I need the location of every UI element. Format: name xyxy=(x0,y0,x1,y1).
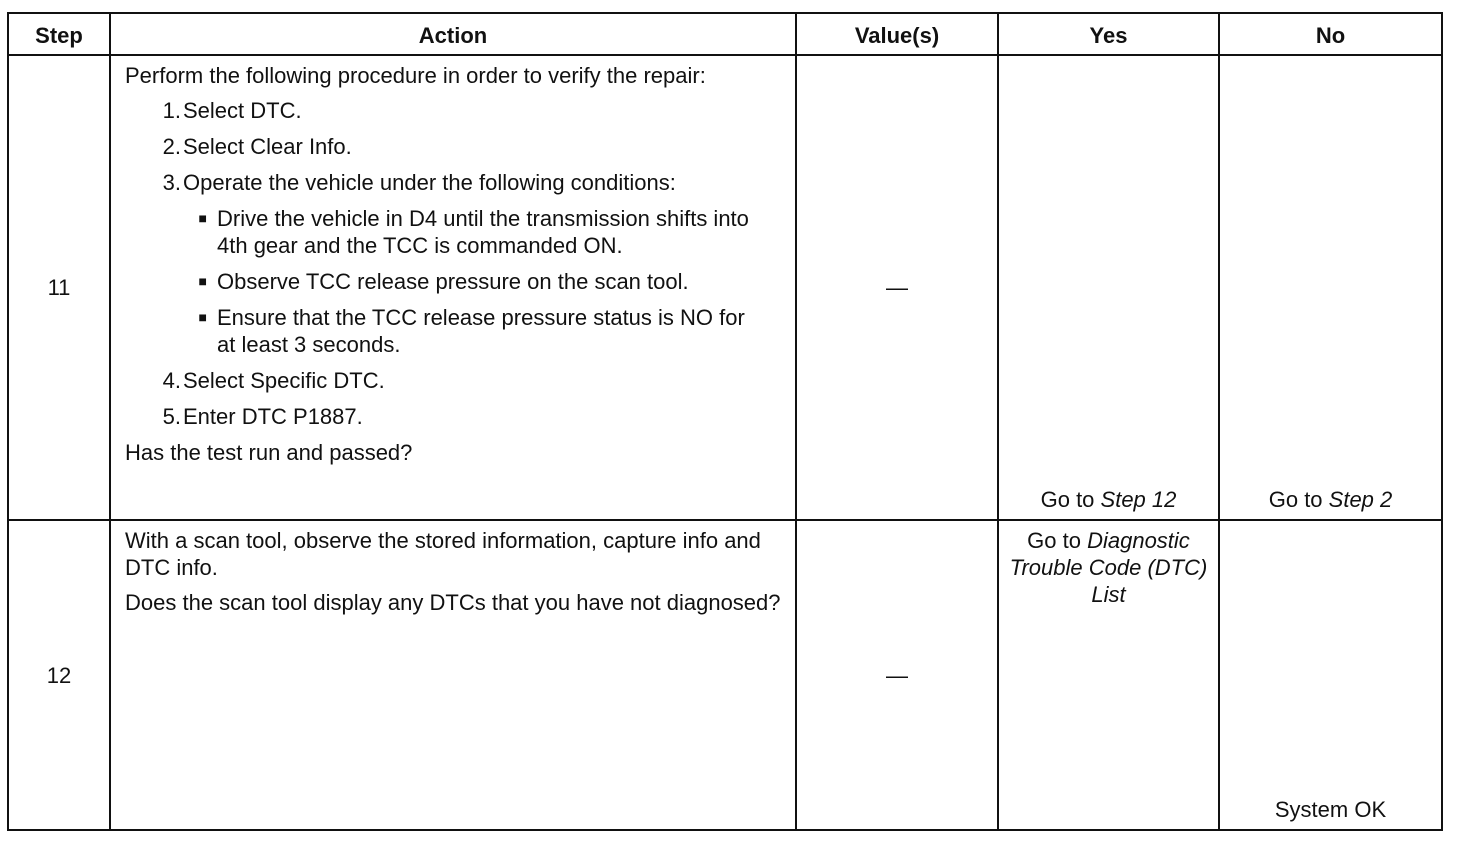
yes-cell xyxy=(998,520,1219,830)
yes-prefix: Go to xyxy=(1027,528,1088,553)
action-question: Does the scan tool display any DTCs that you have not diagnosed? xyxy=(125,590,781,615)
bullet-text: Ensure that the TCC release pressure status is NO for at least 3 seconds. xyxy=(217,305,745,357)
list-text: Select DTC. xyxy=(183,98,302,123)
bullet-text: Observe TCC release pressure on the scan tool. xyxy=(217,269,689,294)
yes-prefix: Go to xyxy=(1040,487,1101,512)
action-cell xyxy=(110,55,796,520)
bullet-item xyxy=(125,205,781,259)
header-step: Step xyxy=(8,13,110,55)
list-item xyxy=(125,97,781,124)
value-dash: — xyxy=(886,275,908,300)
action-intro: Perform the following procedure in order to verify the repair: xyxy=(125,63,706,88)
step-number: 11 xyxy=(8,55,110,520)
list-text: Select Clear Info. xyxy=(183,134,352,159)
list-number: 2. xyxy=(162,134,181,159)
step-number: 12 xyxy=(8,520,110,830)
list-item xyxy=(125,169,781,196)
table-row xyxy=(8,520,1442,830)
list-item xyxy=(125,403,781,430)
bullet-text: Drive the vehicle in D4 until the transmission shifts into 4th gear and the TCC is commanded ON. xyxy=(217,206,749,258)
bullet-item xyxy=(125,304,781,358)
header-values: Value(s) xyxy=(796,13,998,55)
list-text: Select Specific DTC. xyxy=(183,368,385,393)
list-number: 4. xyxy=(162,368,181,393)
no-link[interactable]: Step 2 xyxy=(1328,487,1393,512)
diagnostic-table xyxy=(7,12,1443,831)
bullet-icon: ■ xyxy=(198,309,207,325)
header-action: Action xyxy=(110,13,796,55)
action-cell xyxy=(110,520,796,830)
list-text: Enter DTC P1887. xyxy=(183,404,363,429)
yes-link[interactable]: Step 12 xyxy=(1100,487,1177,512)
no-result: System OK xyxy=(1274,797,1387,822)
list-number: 5. xyxy=(162,404,181,429)
action-intro: With a scan tool, observe the stored information, capture info and DTC info. xyxy=(125,528,761,580)
header-yes: Yes xyxy=(998,13,1219,55)
yes-link[interactable]: Diagnostic Trouble Code (DTC) List xyxy=(1009,528,1208,607)
header-row xyxy=(8,13,1442,55)
no-cell xyxy=(1219,55,1442,520)
bullet-icon: ■ xyxy=(198,273,207,289)
header-no: No xyxy=(1219,13,1442,55)
bullet-icon: ■ xyxy=(198,210,207,226)
list-text: Operate the vehicle under the following conditions: xyxy=(183,170,676,195)
no-cell xyxy=(1219,520,1442,830)
bullet-item xyxy=(125,268,781,295)
value-cell xyxy=(796,55,998,520)
list-item xyxy=(125,367,781,394)
action-question: Has the test run and passed? xyxy=(125,440,413,465)
list-number: 1. xyxy=(162,98,181,123)
bullet-list xyxy=(125,205,781,358)
value-dash: — xyxy=(886,662,908,688)
table-row xyxy=(8,55,1442,520)
yes-cell xyxy=(998,55,1219,520)
value-cell xyxy=(796,520,998,830)
list-number: 3. xyxy=(162,170,181,195)
no-prefix: Go to xyxy=(1268,487,1329,512)
list-item xyxy=(125,133,781,160)
numbered-list xyxy=(125,97,781,430)
